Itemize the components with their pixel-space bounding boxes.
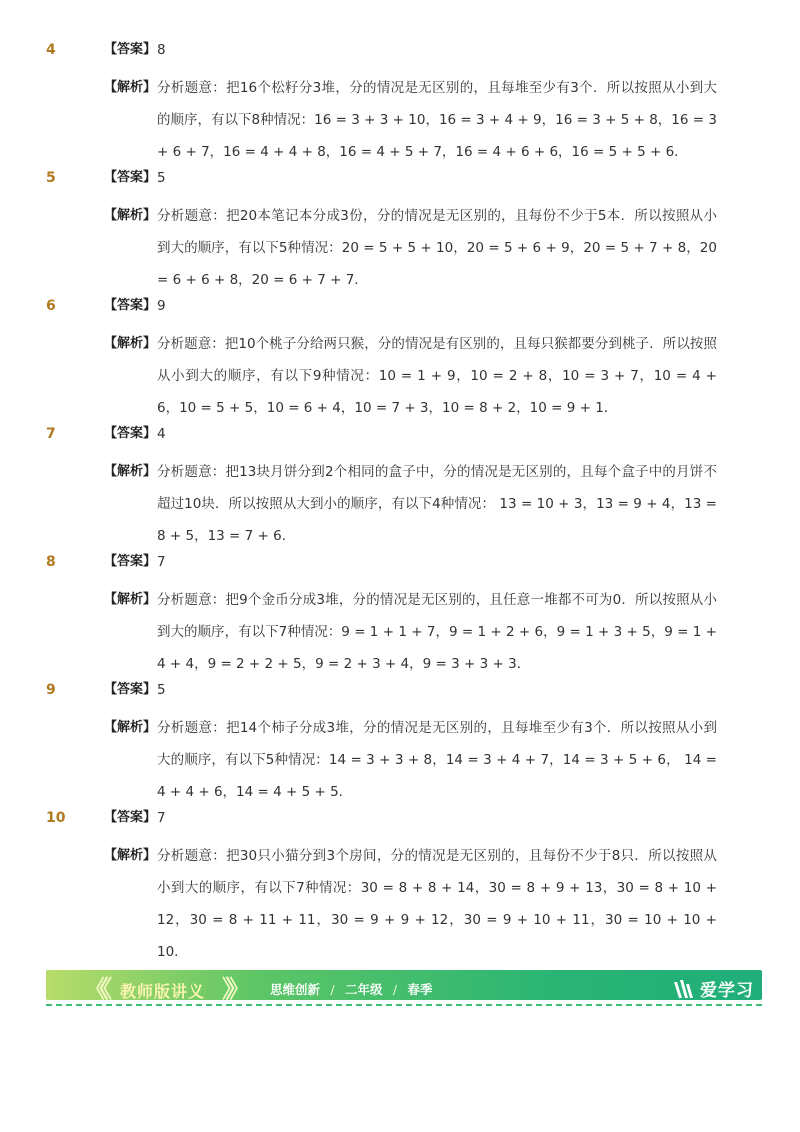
answer-row bbox=[0, 552, 800, 584]
explanation-text: 分析题意：把9个金币分成3堆，分的情况是无区别的，且任意一堆都不可为0．所以按照从小到大的顺序，有以下7种情况：9 = 1 + 1 + 7，9 = 1 + 2 + 6，9 = 1 + 3 + 5，9 = 1 + 4 + 4，9 = 2 + 2 + 5，9 = 2 + 3 + 4，9 = 3 + 3 + 3． bbox=[157, 592, 717, 672]
brand-logo bbox=[672, 976, 754, 1001]
question-number: 6 bbox=[46, 298, 56, 314]
answer-label: 【答案】 bbox=[104, 42, 157, 57]
footer-title: 教师版讲义 bbox=[120, 982, 206, 1001]
answer-value: 5 bbox=[157, 170, 166, 186]
explanation-text: 分析题意：把30只小猫分到3个房间，分的情况是无区别的，且每份不少于8只．所以按照从小到大的顺序，有以下7种情况：30 = 8 + 8 + 14，30 = 8 + 9 + 13，30 = 8 + 10 + 12，30 = 8 + 11 + 11，30 = 9 + 9 + 12，30 = 9 + 10 + 11，30 = 10 + 10 + 10． bbox=[157, 848, 717, 960]
explanation-label: 【解析】 bbox=[104, 208, 157, 223]
brand-name: 爱学习 bbox=[700, 981, 754, 1001]
breadcrumb-item: 春季 bbox=[407, 982, 433, 997]
explanation-text: 分析题意：把13块月饼分到2个相同的盒子中，分的情况是无区别的，且每个盒子中的月饼不超过10块．所以按照从大到小的顺序，有以下4种情况： 13 = 10 + 3，13 = 9 + 4，13 = 8 + 5，13 = 7 + 6． bbox=[157, 464, 717, 544]
answer-value: 8 bbox=[157, 42, 166, 58]
explanation-row bbox=[0, 712, 800, 808]
question-number: 7 bbox=[46, 426, 56, 442]
answer-label: 【答案】 bbox=[104, 554, 157, 569]
breadcrumb-item: 二年级 bbox=[344, 982, 383, 997]
explanation-text: 分析题意：把20本笔记本分成3份，分的情况是无区别的，且每份不少于5本．所以按照从小到大的顺序，有以下5种情况：20 = 5 + 5 + 10，20 = 5 + 6 + 9，20 = 5 + 7 + 8，20 = 6 + 6 + 8，20 = 6 + 7 + 7． bbox=[157, 208, 717, 288]
answer-value: 7 bbox=[157, 810, 166, 826]
question-number: 8 bbox=[46, 554, 56, 570]
question-number: 9 bbox=[46, 682, 56, 698]
answer-label: 【答案】 bbox=[104, 298, 157, 313]
answer-value: 5 bbox=[157, 682, 166, 698]
explanation-label: 【解析】 bbox=[104, 464, 157, 479]
answer-row bbox=[0, 680, 800, 712]
answer-row bbox=[0, 424, 800, 456]
explanation-text: 分析题意：把14个柿子分成3堆，分的情况是无区别的，且每堆至少有3个．所以按照从小到大的顺序，有以下5种情况：14 = 3 + 3 + 8，14 = 3 + 4 + 7，14 = 3 + 5 + 6， 14 = 4 + 4 + 6，14 = 4 + 5 + 5． bbox=[157, 720, 717, 800]
question-number: 4 bbox=[46, 42, 56, 58]
answer-row bbox=[0, 168, 800, 200]
answer-row bbox=[0, 808, 800, 840]
answer-item-10 bbox=[0, 808, 800, 968]
explanation-label: 【解析】 bbox=[104, 720, 157, 735]
answer-value: 4 bbox=[157, 426, 166, 442]
explanation-label: 【解析】 bbox=[104, 80, 157, 95]
answer-row bbox=[0, 40, 800, 72]
answer-label: 【答案】 bbox=[104, 682, 157, 697]
explanation-row bbox=[0, 456, 800, 552]
answer-list bbox=[0, 40, 800, 968]
question-number: 10 bbox=[46, 810, 66, 826]
breadcrumb-item: 思维创新 bbox=[270, 982, 321, 997]
breadcrumb-separator: / bbox=[392, 982, 398, 997]
explanation-label: 【解析】 bbox=[104, 336, 157, 351]
answer-item-7 bbox=[0, 424, 800, 552]
explanation-text: 分析题意：把10个桃子分给两只猴，分的情况是有区别的，且每只猴都要分到桃子．所以按照从小到大的顺序，有以下9种情况：10 = 1 + 9，10 = 2 + 8，10 = 3 + 7，10 = 4 + 6，10 = 5 + 5，10 = 6 + 4，10 = 7 + 3，10 = 8 + 2，10 = 9 + 1． bbox=[157, 336, 717, 416]
footer-banner bbox=[46, 970, 762, 1003]
explanation-row bbox=[0, 584, 800, 680]
answer-value: 9 bbox=[157, 298, 166, 314]
explanation-text: 分析题意：把16个松籽分3堆，分的情况是无区别的，且每堆至少有3个．所以按照从小到大的顺序，有以下8种情况：16 = 3 + 3 + 10，16 = 3 + 4 + 9，16 = 3 + 5 + 8，16 = 3 + 6 + 7，16 = 4 + 4 + 8，16 = 4 + 5 + 7，16 = 4 + 6 + 6，16 = 5 + 5 + 6． bbox=[157, 80, 717, 160]
answer-row bbox=[0, 296, 800, 328]
footer-divider bbox=[46, 1004, 762, 1006]
explanation-row bbox=[0, 200, 800, 296]
answer-item-6 bbox=[0, 296, 800, 424]
question-number: 5 bbox=[46, 170, 56, 186]
answer-item-5 bbox=[0, 168, 800, 296]
answer-label: 【答案】 bbox=[104, 426, 157, 441]
answer-item-4 bbox=[0, 40, 800, 168]
brand-logo-icon bbox=[672, 978, 696, 1000]
explanation-row bbox=[0, 328, 800, 424]
chevron-left-icon: 《《 bbox=[84, 975, 104, 1003]
chevron-right-icon: 》》 bbox=[222, 975, 242, 1003]
breadcrumb bbox=[270, 980, 438, 998]
explanation-label: 【解析】 bbox=[104, 848, 157, 863]
page-footer bbox=[46, 966, 762, 1006]
answer-item-9 bbox=[0, 680, 800, 808]
answer-item-8 bbox=[0, 552, 800, 680]
breadcrumb-separator: / bbox=[330, 982, 335, 997]
answer-label: 【答案】 bbox=[104, 810, 157, 825]
answer-label: 【答案】 bbox=[104, 170, 157, 185]
explanation-label: 【解析】 bbox=[104, 592, 157, 607]
explanation-row bbox=[0, 840, 800, 968]
answer-value: 7 bbox=[157, 554, 166, 570]
explanation-row bbox=[0, 72, 800, 168]
